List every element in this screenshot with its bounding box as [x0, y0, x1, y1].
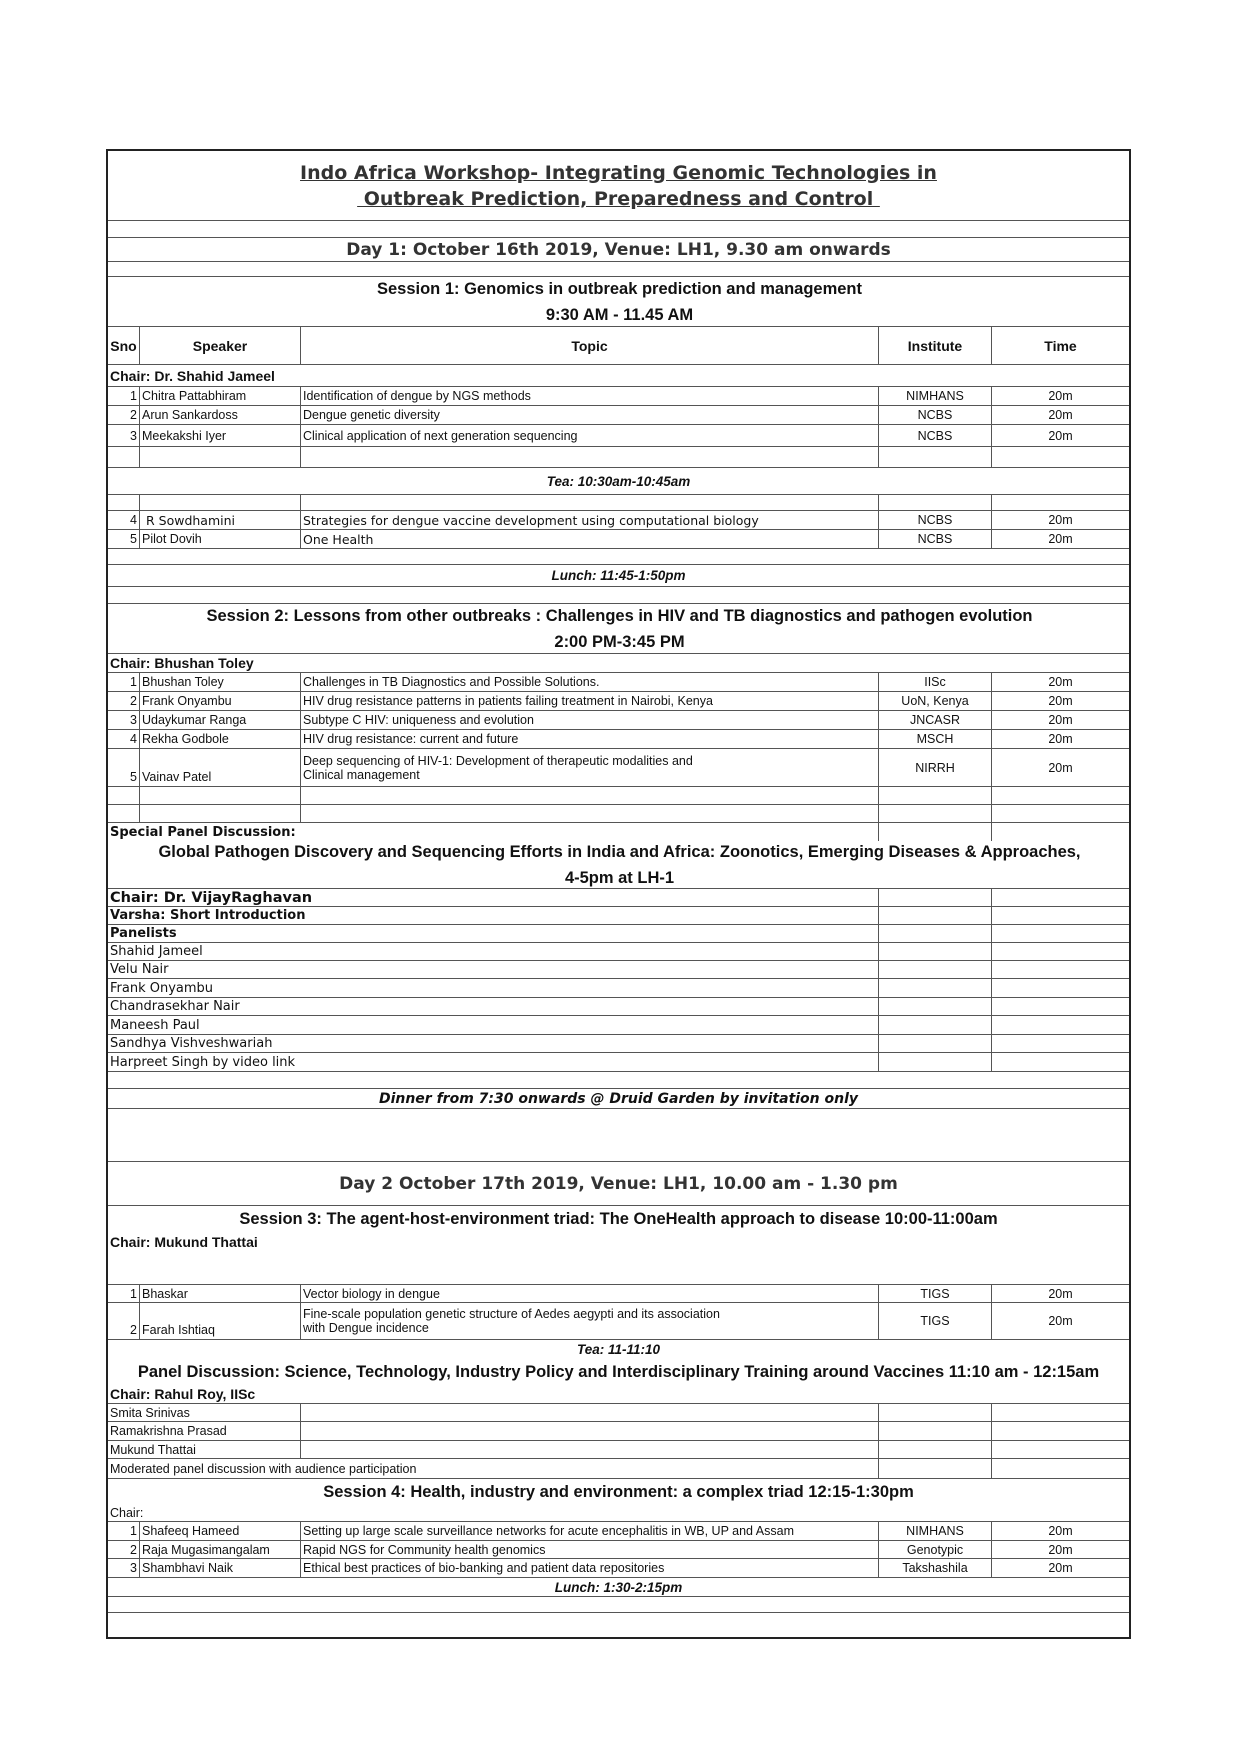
panel2-note-row [108, 1459, 1129, 1478]
talk-time: 20m [991, 673, 1129, 691]
blank-row [108, 1251, 1129, 1285]
talk-topic-line2: with Dengue incidence [303, 1321, 429, 1335]
session4-chair: Chair: [110, 1505, 144, 1520]
day1-heading-row [108, 238, 1129, 262]
session2-title: Session 2: Lessons from other outbreaks : Challenges in HIV and TB diagnostics and pathogen evolution [206, 606, 1033, 625]
document-title-line2: Outbreak Prediction, Preparedness and Control [357, 187, 880, 210]
session4-title-row [108, 1478, 1129, 1504]
talk-topic [300, 749, 878, 786]
session4-title: Session 4: Health, industry and environment: a complex triad 12:15-1:30pm [323, 1482, 914, 1501]
talk-time: 20m [991, 530, 1129, 548]
talk-sno: 3 [130, 428, 137, 443]
talk-topic: HIV drug resistance patterns in patients failing treatment in Nairobi, Kenya [300, 692, 878, 710]
talk-sno: 2 [130, 1323, 137, 1337]
talk-time: 20m [991, 1559, 1129, 1577]
table-row [108, 387, 1129, 406]
panel2-member: Mukund Thattai [110, 1442, 196, 1457]
talk-speaker: Arun Sankardoss [139, 406, 300, 424]
talk-speaker: Chitra Pattabhiram [139, 387, 300, 405]
talk-topic: Ethical best practices of bio-banking and patient data repositories [300, 1559, 878, 1577]
list-item [108, 1016, 1129, 1035]
header-institute: Institute [878, 327, 991, 364]
list-item [108, 979, 1129, 998]
blank-row [108, 805, 1129, 823]
table-row [108, 511, 1129, 530]
talk-topic: One Health [300, 530, 878, 548]
panelist-name: Frank Onyambu [110, 980, 214, 996]
list-item [108, 1422, 1129, 1441]
talk-speaker: Raja Mugasimangalam [139, 1541, 300, 1558]
talk-sno: 3 [130, 713, 137, 727]
table-row [108, 1559, 1129, 1578]
talk-topic-line1: Deep sequencing of HIV-1: Development of therapeutic modalities and [303, 753, 693, 768]
talk-topic: Identification of dengue by NGS methods [300, 387, 878, 405]
table-row [108, 425, 1129, 447]
talk-topic: Dengue genetic diversity [300, 406, 878, 424]
panelist-name: Chandrasekhar Nair [110, 999, 240, 1014]
table-row [108, 406, 1129, 425]
lunch-break: Lunch: 11:45-1:50pm [551, 568, 686, 583]
talk-time: 20m [991, 1303, 1129, 1339]
talk-institute: NCBS [878, 511, 991, 529]
table-row [108, 749, 1129, 787]
list-item [108, 961, 1129, 979]
blank-row [108, 1597, 1129, 1613]
list-item [108, 1053, 1129, 1072]
tea-row [108, 1340, 1129, 1359]
panel2-title-row [108, 1359, 1129, 1385]
session1-title-row [108, 277, 1129, 327]
session2-chair-row [108, 654, 1129, 673]
talk-topic: Clinical application of next generation sequencing [300, 425, 878, 446]
panelist-name: Shahid Jameel [110, 944, 203, 959]
talk-institute: NCBS [878, 406, 991, 424]
talk-sno: 1 [130, 389, 137, 403]
blank-row [108, 221, 1129, 238]
talk-speaker: Shambhavi Naik [139, 1559, 300, 1577]
talk-topic [300, 1303, 878, 1339]
session3-title: Session 3: The agent-host-environment triad: The OneHealth approach to disease 10:00-11:00am [239, 1210, 998, 1228]
talk-institute: NIMHANS [878, 1522, 991, 1540]
talk-institute: NIRRH [878, 749, 991, 786]
session2-time: 2:00 PM-3:45 PM [554, 632, 685, 651]
dinner-note: Dinner from 7:30 onwards @ Druid Garden by invitation only [378, 1090, 859, 1107]
panelist-name: Sandhya Vishveshwariah [110, 1036, 273, 1051]
session1-chair: Chair: Dr. Shahid Jameel [110, 367, 275, 384]
panel2-note: Moderated panel discussion with audience participation [110, 1461, 417, 1476]
panel2-title: Panel Discussion: Science, Technology, Industry Policy and Interdisciplinary Training around Vaccines 11:10 am - 12:15am [137, 1363, 1100, 1381]
talk-time: 20m [991, 425, 1129, 446]
tea-break: Tea: 10:30am-10:45am [546, 473, 691, 489]
lunch-row [108, 565, 1129, 587]
panelist-name: Harpreet Singh by video link [110, 1054, 296, 1070]
panelist-name: Maneesh Paul [110, 1017, 200, 1033]
talk-speaker: Rekha Godbole [139, 730, 300, 748]
talk-speaker: Farah Ishtiaq [139, 1303, 300, 1339]
table-row [108, 1285, 1129, 1303]
talk-sno: 4 [130, 513, 137, 527]
day1-heading: Day 1: October 16th 2019, Venue: LH1, 9.30 am onwards [346, 239, 891, 260]
panel-label: Special Panel Discussion: [110, 824, 296, 840]
talk-institute: NCBS [878, 425, 991, 446]
panel2-member: Smita Srinivas [110, 1405, 190, 1420]
header-speaker: Speaker [139, 327, 300, 364]
talk-sno: 1 [130, 1524, 137, 1538]
panelists-label: Panelists [110, 926, 177, 941]
blank-row [108, 447, 1129, 468]
talk-speaker: Shafeeq Hameed [139, 1522, 300, 1540]
talk-institute: NCBS [878, 530, 991, 548]
list-item [108, 998, 1129, 1016]
talk-topic-line1: Fine-scale population genetic structure of Aedes aegypti and its association [303, 1307, 720, 1321]
lunch-row [108, 1578, 1129, 1597]
talk-time: 20m [991, 711, 1129, 729]
talk-speaker: Udaykumar Ranga [139, 711, 300, 729]
talk-topic: Strategies for dengue vaccine development using computational biology [300, 511, 878, 529]
tea-break: Tea: 11-11:10 [576, 1342, 661, 1357]
panel-subtitle: 4-5pm at LH-1 [564, 868, 675, 887]
list-item [108, 1441, 1129, 1459]
talk-speaker: Bhushan Toley [139, 673, 300, 691]
talk-sno: 1 [130, 1286, 137, 1301]
talk-sno: 4 [130, 732, 137, 746]
talk-topic: HIV drug resistance: current and future [300, 730, 878, 748]
panel-chair-row [108, 889, 1129, 907]
panel2-chair: Chair: Rahul Roy, IISc [110, 1386, 256, 1402]
document-title-line1: Indo Africa Workshop- Integrating Genomic Technologies in [300, 161, 937, 184]
talk-sno: 2 [130, 694, 137, 708]
talk-time: 20m [991, 387, 1129, 405]
agenda-sheet [106, 149, 1131, 1639]
lunch-break: Lunch: 1:30-2:15pm [554, 1579, 683, 1595]
day2-heading: Day 2 October 17th 2019, Venue: LH1, 10.00 am - 1.30 pm [339, 1173, 898, 1194]
talk-sno: 5 [130, 532, 137, 546]
list-item [108, 1035, 1129, 1053]
dinner-row [108, 1089, 1129, 1109]
table-row [108, 1541, 1129, 1559]
day2-heading-row [108, 1162, 1129, 1206]
blank-row [108, 587, 1129, 604]
talk-topic: Vector biology in dengue [300, 1285, 878, 1302]
talk-speaker: Meekakshi Iyer [139, 425, 300, 446]
talk-speaker: Bhaskar [139, 1285, 300, 1302]
header-topic: Topic [300, 327, 878, 364]
blank-row [108, 1109, 1129, 1162]
talk-institute: UoN, Kenya [878, 692, 991, 710]
blank-row [108, 495, 1129, 511]
blank-row [108, 549, 1129, 565]
panel-chair: Chair: Dr. VijayRaghavan [110, 889, 313, 906]
talk-time: 20m [991, 692, 1129, 710]
table-row [108, 730, 1129, 749]
talk-time: 20m [991, 749, 1129, 786]
session2-title-row [108, 604, 1129, 654]
panel-title: Global Pathogen Discovery and Sequencing Efforts in India and Africa: Zoonotics, Emerging Diseases & Approaches, [158, 842, 1081, 861]
talk-speaker: Vainav Patel [139, 749, 300, 786]
talk-speaker: Pilot Dovih [139, 530, 300, 548]
talk-time: 20m [991, 730, 1129, 748]
talk-institute: JNCASR [878, 711, 991, 729]
talk-time: 20m [991, 1285, 1129, 1302]
table-row [108, 530, 1129, 549]
session3-chair: Chair: Mukund Thattai [110, 1233, 258, 1250]
talk-sno: 3 [130, 1561, 137, 1575]
panel2-chair-row [108, 1385, 1129, 1404]
session3-title-row [108, 1206, 1129, 1232]
talk-time: 20m [991, 1541, 1129, 1558]
panel-intro-row [108, 907, 1129, 925]
panelists-label-row [108, 925, 1129, 943]
talk-institute: IISc [878, 673, 991, 691]
talk-time: 20m [991, 511, 1129, 529]
talk-topic: Challenges in TB Diagnostics and Possible Solutions. [300, 673, 878, 691]
talk-speaker: R Sowdhamini [139, 511, 300, 529]
session4-chair-row [108, 1504, 1129, 1522]
session1-time: 9:30 AM - 11.45 AM [545, 305, 694, 324]
table-row [108, 711, 1129, 730]
talk-institute: MSCH [878, 730, 991, 748]
table-row [108, 1522, 1129, 1541]
title-row [108, 151, 1129, 221]
table-row [108, 1303, 1129, 1340]
talk-topic: Setting up large scale surveillance networks for acute encephalitis in WB, UP and Assam [300, 1522, 878, 1540]
header-sno: Sno [110, 337, 137, 354]
talk-time: 20m [991, 1522, 1129, 1540]
talk-sno: 2 [130, 1542, 137, 1557]
session1-title: Session 1: Genomics in outbreak prediction and management [376, 279, 863, 298]
blank-row [108, 787, 1129, 805]
talk-institute: Genotypic [878, 1541, 991, 1558]
talk-speaker: Frank Onyambu [139, 692, 300, 710]
panel-title-row [108, 841, 1129, 889]
panel2-member: Ramakrishna Prasad [110, 1424, 227, 1438]
header-time: Time [991, 327, 1129, 364]
talk-institute: NIMHANS [878, 387, 991, 405]
session3-chair-row [108, 1232, 1129, 1251]
session1-chair-row [108, 365, 1129, 387]
table-row [108, 692, 1129, 711]
talk-time: 20m [991, 406, 1129, 424]
session2-chair: Chair: Bhushan Toley [110, 655, 254, 671]
talk-topic: Rapid NGS for Community health genomics [300, 1541, 878, 1558]
tea-row [108, 468, 1129, 495]
talk-institute: Takshashila [878, 1559, 991, 1577]
table-row [108, 673, 1129, 692]
talk-sno: 2 [130, 408, 137, 422]
table-header-row [108, 327, 1129, 365]
panelist-name: Velu Nair [110, 962, 169, 977]
list-item [108, 1404, 1129, 1422]
blank-row [108, 1072, 1129, 1089]
list-item [108, 943, 1129, 961]
talk-sno: 5 [130, 770, 137, 784]
talk-topic-line2: Clinical management [303, 767, 420, 782]
talk-sno: 1 [130, 675, 137, 689]
panel-label-row [108, 823, 1129, 841]
talk-topic: Subtype C HIV: uniqueness and evolution [300, 711, 878, 729]
blank-row [108, 262, 1129, 277]
panel-intro: Varsha: Short Introduction [110, 908, 306, 923]
talk-institute: TIGS [878, 1303, 991, 1339]
talk-institute: TIGS [878, 1285, 991, 1302]
